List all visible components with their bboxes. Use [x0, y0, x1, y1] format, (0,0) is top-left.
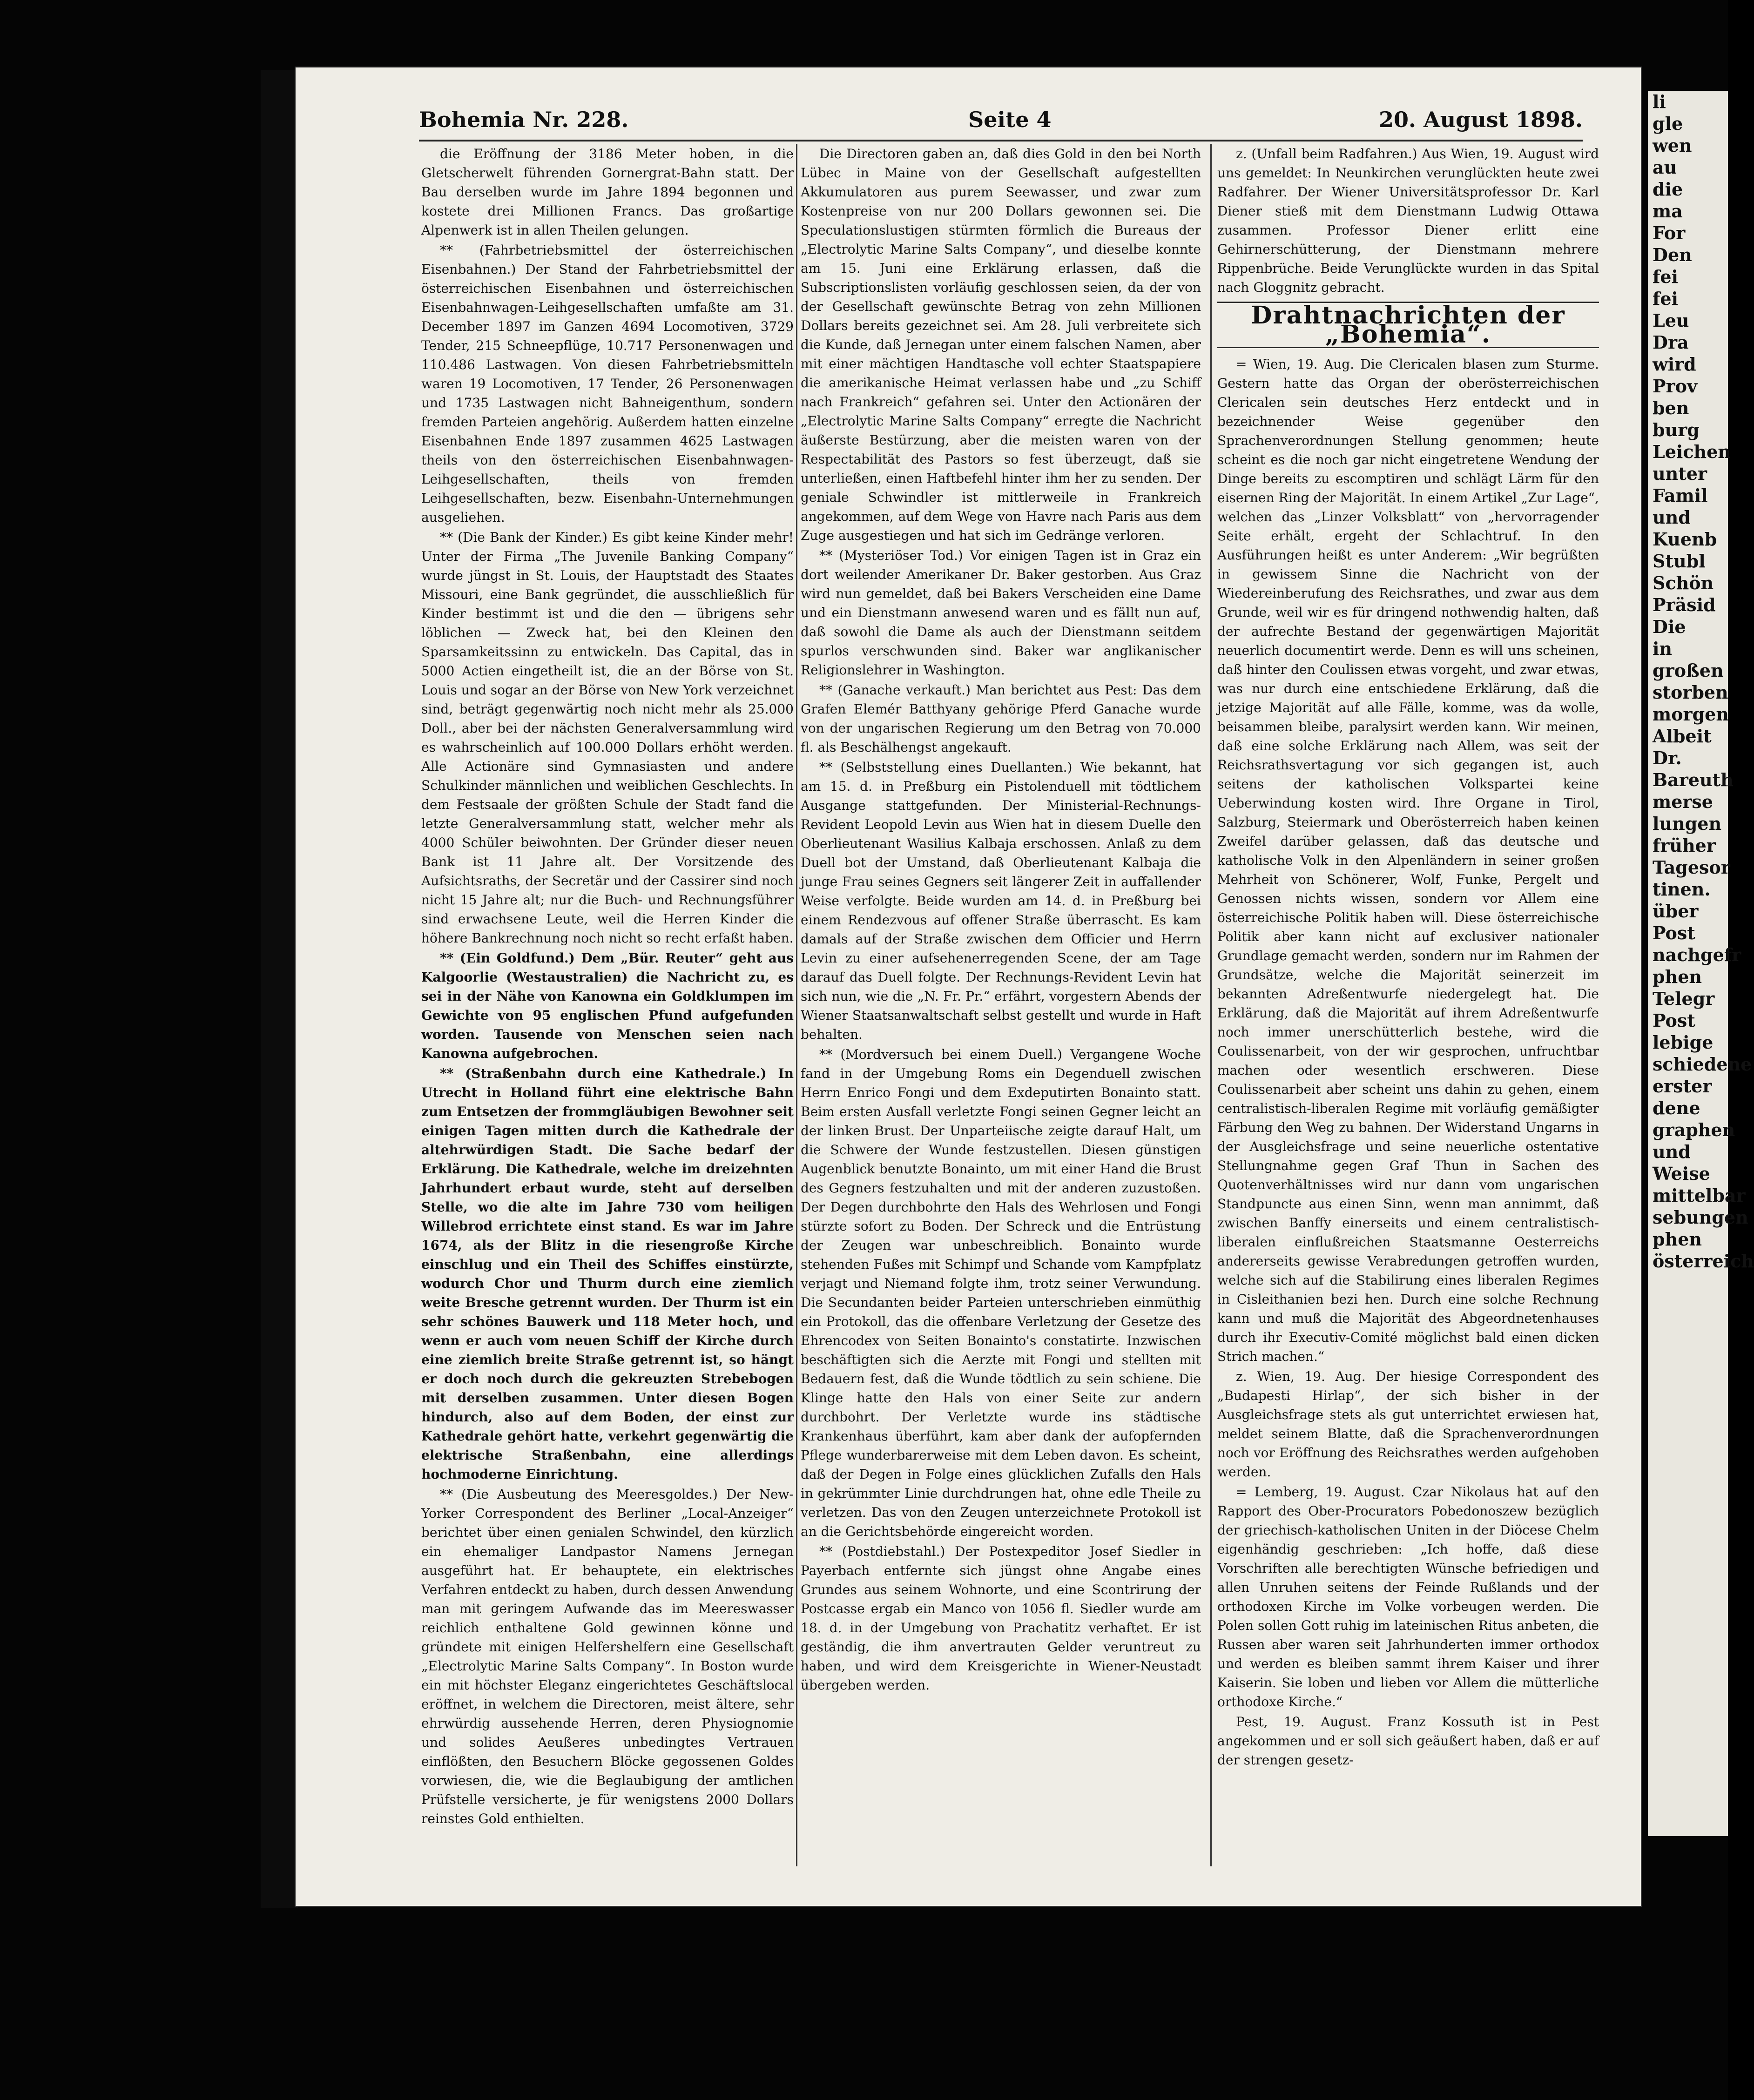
neighbor-fragment: Kuenb	[1653, 529, 1717, 550]
header-page-number: Seite 4	[968, 107, 1052, 132]
neighbor-fragment: Prov	[1653, 376, 1698, 397]
neighbor-fragment: ben	[1653, 397, 1689, 418]
article-paragraph: ** (Die Bank der Kinder.) Es gibt keine Kinder mehr! Unter der Firma „The Juvenile Banking Company“ wurde jüngst in St. Louis, der Hauptstadt des Staates Missouri, eine Bank gegründet, die ausschließlich für Kinder bestimmt ist und die den — übrigens sehr löblichen — Zweck hat, bei den Kleinen den Sparsamkeitssinn zu entwickeln. Das Capital, das in 5000 Actien eingetheilt ist, die an der Börse von St. Louis und sogar an der Börse von New York verzeichnet sind, beträgt gegenwärtig noch nicht mehr als 25.000 Doll., aber bei der nächsten Generalversammlung wird es wahrscheinlich auf 100.000 Dollars erhöht werden. Alle Actionäre sind Gymnasiasten und andere Schulkinder männlichen und weiblichen Geschlechts. In dem Festsaale der größten Schule der Stadt fand die letzte Generalversammlung statt, welcher mehr als 4000 Schüler beiwohnten. Der Gründer dieser neuen Bank ist 11 Jahre alt. Der Vorsitzende des Aufsichtsraths, der Secretär und der Cassirer sind noch nicht 15 Jahre alt; nur die Buch- und Rechnungsführer sind erwachsene Leute, weil die Herren Kinder die höhere Bankrechnung noch nicht so recht erfaßt haben.	[421, 530, 794, 946]
header-rule	[419, 140, 1583, 141]
neighbor-fragment: nachgefr	[1653, 944, 1741, 965]
article-paragraph: die Eröffnung der 3186 Meter hoben, in die Gletscherwelt führenden Gornergrat-Bahn statt. Der Bau derselben wurde im Jahre 1894 begonnen und kostete drei Millionen Francs. Das großartige Alpenwerk ist in allen Theilen gelungen.	[421, 146, 794, 238]
neighbor-fragment: Die	[1653, 616, 1686, 637]
article-paragraph: ** (Selbststellung eines Duellanten.) Wie bekannt, hat am 15. d. in Preßburg ein Pistolenduell mit tödtlichem Ausgange stattgefunden. Der Ministerial-Rechnungs-Revident Leopold Levin aus Wien hat in diesem Duelle den Oberlieutenant Wasilius Kalbaja erschossen. Anlaß zu dem Duell bot der Umstand, daß Oberlieutenant Kalbaja die junge Frau seines Gegners seit längerer Zeit in auffallender Weise verfolgte. Beide wurden am 14. d. in Preßburg bei einem Rendezvous auf offener Straße überrascht. Es kam damals auf der Straße zwischen dem Officier und Herrn Levin zu einer aufsehenerregenden Scene, der am Tage darauf das Duell folgte. Der Rechnungs-Revident Levin hat sich nun, wie die „N. Fr. Pr.“ erfährt, vorgestern Abends der Wiener Staatsanwaltschaft selbst gestellt und wurde in Haft behalten.	[801, 760, 1201, 1042]
article-paragraph: ** (Ein Goldfund.) Dem „Bür. Reuter“ geht aus Kalgoorlie (Westaustralien) die Nachricht zu, es sei in der Nähe von Kanowna ein Goldklumpen im Gewichte von 95 englischen Pfund aufgefunden worden. Tausende von Menschen seien nach Kanowna aufgebrochen.	[421, 950, 794, 1061]
neighbor-fragment: morgen	[1653, 704, 1729, 725]
neighbor-fragment: dene	[1653, 1097, 1700, 1118]
neighbor-fragment: österreich	[1653, 1251, 1754, 1272]
neighbor-fragment: Famil	[1653, 485, 1708, 506]
neighbor-fragment: li	[1653, 91, 1666, 112]
article-paragraph: ** (Mordversuch bei einem Duell.) Vergangene Woche fand in der Umgebung Roms ein Degenduell zwischen Herrn Enrico Fongi und dem Exdeputirten Bonainto statt. Beim ersten Ausfall verletzte Fongi seinen Gegner leicht an der linken Brust. Der Unparteiische zeigte darauf Halt, um die Schwere der Wunde festzustellen. Diesen günstigen Augenblick benutzte Bonainto, um mit einer Hand die Brust des Gegners festzuhalten und mit der anderen zuzustoßen. Der Degen durchbohrte den Hals des Wehrlosen und Fongi stürzte sofort zu Boden. Der Schreck und die Entrüstung der Zeugen war unbeschreiblich. Bonainto wurde stehenden Fußes mit Schimpf und Schande vom Kampfplatz verjagt und Niemand folgte ihm, trotz seiner Verwundung. Die Secundanten beider Parteien unterschrieben einmüthig ein Protokoll, das die offenbare Verletzung der Gesetze des Ehrencodex von Seiten Bonainto's constatirte. Inzwischen beschäftigten sich die Aerzte mit Fongi und stellten mit Bedauern fest, daß die Wunde tödtlich zu sein schiene. Die Klinge hatte den Hals von einer Seite zur andern durchbohrt. Der Verletzte wurde ins städtische Krankenhaus überführt, kam aber dank der aufopfernden Pflege wunderbarerweise mit dem Leben davon. Es scheint, daß der Degen in Folge eines glücklichen Zufalls den Hals in gekrümmter Linie durchdrungen hat, ohne edle Theile zu verletzen. Das von den Zeugen unterzeichnete Protokoll ist an die Gerichtsbehörde eingereicht worden.	[801, 1047, 1201, 1539]
neighbor-fragment: und	[1653, 507, 1691, 528]
neighbor-fragment: gle	[1653, 113, 1683, 134]
neighbor-fragment: und	[1653, 1141, 1691, 1162]
neighbor-fragment: fei	[1653, 266, 1678, 287]
neighbor-fragment: lungen	[1653, 813, 1722, 834]
column-1	[421, 144, 794, 1829]
adjacent-page-fragment	[1648, 91, 1754, 1836]
neighbor-fragment: wen	[1653, 135, 1692, 156]
neighbor-fragment: sebungen	[1653, 1207, 1748, 1228]
neighbor-fragment: früher	[1653, 835, 1716, 856]
neighbor-fragment: Schön	[1653, 572, 1714, 593]
neighbor-fragment: schiedene	[1653, 1054, 1752, 1075]
neighbor-fragment: storben	[1653, 682, 1728, 703]
article-paragraph: z. (Unfall beim Radfahren.) Aus Wien, 19. August wird uns gemeldet: In Neunkirchen verunglückten heute zwei Radfahrer. Der Wiener Universitätsprofessor Dr. Karl Diener stieß mit dem Dienstmann Ludwig Ottawa zusammen. Professor Diener erlitt eine Gehirnerschütterung, der Dienstmann mehrere Rippenbrüche. Beide Verunglückte wurden in das Spital nach Gloggnitz gebracht.	[1217, 146, 1599, 295]
neighbor-fragment: großen	[1653, 660, 1724, 681]
neighbor-fragment: Post	[1653, 922, 1695, 943]
neighbor-fragment: Dr.	[1653, 747, 1682, 768]
neighbor-fragment: graphen	[1653, 1119, 1735, 1140]
neighbor-fragment: Tagesor	[1653, 857, 1730, 878]
neighbor-fragment: au	[1653, 157, 1677, 178]
neighbor-fragment: phen	[1653, 1229, 1702, 1250]
neighbor-fragment: phen	[1653, 966, 1702, 987]
page-header	[419, 107, 1583, 140]
neighbor-fragment: Leu	[1653, 310, 1689, 331]
neighbor-fragment: burg	[1653, 419, 1700, 440]
neighbor-fragment: Bareuth	[1653, 769, 1734, 790]
article-paragraph: ** (Die Ausbeutung des Meeresgoldes.) Der New-Yorker Correspondent des Berliner „Local-Anzeiger“ berichtet über einen genialen Schwindel, den kürzlich ein ehemaliger Landpastor Namens Jernegan ausgeführt hat. Er behauptete, ein elektrisches Verfahren entdeckt zu haben, durch dessen Anwendung man mit geringem Aufwande das im Meereswasser reichlich enthaltene Gold gewinnen könne und gründete mit einigen Helfershelfern eine Gesellschaft „Electrolytic Marine Salts Company“. In Boston wurde ein mit höchster Eleganz eingerichtetes Geschäftslocal eröffnet, in welchem die Directoren, meist ältere, sehr ehrwürdig aussehende Herren, deren Physiognomie und solides Aeußeres unbedingtes Vertrauen einflößten, den Besuchern Blöcke gegossenen Goldes vorwiesen, die, wie die Beglaubigung der amtlichen Prüfstelle versicherte, je für wenigstens 2000 Dollars reinstes Gold enthielten.	[421, 1487, 794, 1826]
section-banner: Drahtnachrichten der „Bohemia“.	[1217, 302, 1599, 348]
column-2	[801, 144, 1201, 1696]
neighbor-fragment: ma	[1653, 201, 1683, 222]
article-paragraph: Die Directoren gaben an, daß dies Gold in den bei North Lübec in Maine von der Gesellschaft aufgestellten Akkumulatoren aus purem Seewasser, und zwar zum Kostenpreise von nur 200 Dollars gewonnen sei. Die Speculationslustigen stürmten förmlich die Bureaus der „Electrolytic Marine Salts Company“, und dieselbe konnte am 15. Juni eine Erklärung erlassen, daß die Subscriptionslisten vorläufig geschlossen seien, da der von der Gesellschaft gewünschte Betrag von zehn Millionen Dollars bereits gezeichnet sei. Am 28. Juli verbreitete sich die Kunde, daß Jernegan unter einem falschen Namen, aber mit einer mächtigen Handtasche voll echter Staatspapiere die amerikanische Heimat verlassen habe und „zu Schiff nach Frankreich“ gefahren sei. Unter den Actionären der „Electrolytic Marine Salts Company“ erregte die Nachricht äußerste Bestürzung, aber die meisten waren von der Respectabilität des Pastors so fest überzeugt, daß sie unterließen, einen Haftbefehl hinter ihm her zu senden. Der geniale Schwindler ist mittlerweile in Frankreich angekommen, auf dem Wege von Havre nach Paris aus dem Zuge ausgestiegen und hat sich im Gedränge verloren.	[801, 146, 1201, 543]
neighbor-fragment: Post	[1653, 1010, 1695, 1031]
article-paragraph: Pest, 19. August. Franz Kossuth ist in Pest angekommen und er soll sich geäußert haben, daß er auf der strengen gesetz-	[1217, 1714, 1599, 1768]
page-shadow	[261, 70, 298, 1908]
column-divider-2	[1210, 144, 1212, 1866]
neighbor-fragment: wird	[1653, 354, 1696, 375]
neighbor-fragment: Telegr	[1653, 988, 1715, 1009]
article-paragraph: = Lemberg, 19. August. Czar Nikolaus hat auf den Rapport des Ober-Procurators Pobedonoszew bezüglich der griechisch-katholischen Uniten in der Diöcese Chelm eigenhändig geschrieben: „Ich hoffe, daß diese Vorschriften alle berechtigten Wünsche befriedigen und allen Unruhen seitens der Feinde Rußlands und der orthodoxen Kirche im Volke vorbeugen werden. Die Polen sollen Gott ruhig im lateinischen Ritus anbeten, die Russen aber waren seit Jahrhunderten immer orthodox und werden es bleiben sammt ihrem Kaiser und ihrer Kaiserin. Sie loben und lieben vor Allem die mütterliche orthodoxe Kirche.“	[1217, 1484, 1599, 1710]
neighbor-fragment: unter	[1653, 463, 1707, 484]
column-divider-1	[796, 144, 797, 1866]
header-masthead: Bohemia Nr. 228.	[419, 107, 629, 132]
article-paragraph: ** (Ganache verkauft.) Man berichtet aus Pest: Das dem Grafen Elemér Batthyany gehörige Pferd Ganache wurde von der ungarischen Regierung um den Betrag von 70.000 fl. als Beschälhengst angekauft.	[801, 682, 1201, 755]
article-paragraph: = Wien, 19. Aug. Die Clericalen blasen zum Sturme. Gestern hatte das Organ der oberösterreichischen Clericalen sein deutsches Herz entdeckt und in bezeichnender Weise gegenüber den Sprachenverordnungen Stellung genommen; heute scheint es die noch gar nicht eingetretene Wendung der Dinge bereits zu escomptiren und schlägt Lärm für den eisernen Ring der Majorität. In einem Artikel „Zur Lage“, welchen das „Linzer Volksblatt“ von „hervorragender Seite erhält, ergeht der Schlachtruf. In den Ausführungen heißt es unter Anderem: „Wir begrüßten in gewissem Sinne die Nachricht von der Wiedereinberufung des Reichsrathes, und zwar aus dem Grunde, weil wir es für dringend nothwendig halten, daß der aufrechte Bestand der gegenwärtigen Majorität neuerlich documentirt werde. Denn es will uns scheinen, daß hinter den Coulissen etwas vorgeht, und zwar etwas, was nur durch eine entschiedene Erklärung, daß die jetzige Majorität auf alle Fälle, komme, was da wolle, beisammen bleibe, paralysirt werden kann. Wir meinen, daß eine solche Erklärung nach Allem, was seit der Reichsrathsvertagung vor sich gegangen ist, auch seitens der katholischen Volkspartei keine Ueberwindung kosten wird. Ihre Organe in Tirol, Salzburg, Steiermark und Oberösterreich haben keinen Zweifel darüber gelassen, daß das deutsche und katholische Volk in den Alpenländern in seiner großen Mehrheit von Schönerer, Wolf, Funke, Pergelt und Genossen nichts wissen, sondern vor Allem eine österreichische Politik haben will. Diese österreichische Politik aber kann nicht auf exclusiver nationaler Grundlage gemacht werden, sondern nur im Rahmen der Grundsätze, welche die Majorität seinerzeit im bekannten Adreßentwurfe niedergelegt hat. Die Erklärung, daß die Majorität auf ihrem Adreßentwurfe noch immer unerschütterlich bestehe, wird die Coulissenarbeit, von der wir gesprochen, unfruchtbar machen oder wesentlich erschweren. Diese Coulissenarbeit aber scheint uns dahin zu gehen, einem centralistisch-liberalen Regime mit vorläufig gemäßigter Färbung den Weg zu bahnen. Der Widerstand Ungarns in der Ausgleichsfrage und seine neuerliche ostentative Stellungnahme gegen Graf Thun in Sachen des Quotenverhältnisses wird nur dann vom ungarischen Standpuncte aus einen Sinn, wenn man annimmt, daß zwischen Banffy einerseits und einem centralistisch-liberalen einflußreichen Staatsmanne Oesterreichs andererseits gewisse Verabredungen getroffen wurden, welche sich auf die Stabilirung eines liberalen Regimes in Cisleithanien bezi hen. Durch eine solche Rechnung kann und muß die Majorität des Abgeordnetenhauses durch ihr Executiv-Comité möglichst bald einen dicken Strich machen.“	[1217, 357, 1599, 1364]
neighbor-fragment: fei	[1653, 288, 1678, 309]
article-paragraph: ** (Mysteriöser Tod.) Vor einigen Tagen ist in Graz ein dort weilender Amerikaner Dr. Baker gestorben. Aus Graz wird nun gemeldet, daß bei Bakers Verscheiden eine Dame und ein Dienstmann anwesend waren und es fällt nun auf, daß sowohl die Dame als auch der Dienstmann seitdem spurlos verschwunden sind. Baker war anglikanischer Religionslehrer in Washington.	[801, 548, 1201, 678]
neighbor-fragment: Präsid	[1653, 594, 1716, 615]
neighbor-fragment: Weise	[1653, 1163, 1710, 1184]
neighbor-fragment: über	[1653, 901, 1699, 922]
column-3	[1217, 144, 1599, 1770]
neighbor-fragment: merse	[1653, 791, 1713, 812]
neighbor-fragment: Leichen	[1653, 441, 1731, 462]
article-paragraph: ** (Postdiebstahl.) Der Postexpeditor Josef Siedler in Payerbach entfernte sich jüngst ohne Angabe eines Grundes aus seinem Wohnorte, und eine Scontrirung der Postcasse ergab ein Manco von 1056 fl. Siedler wurde am 18. d. in der Umgebung von Prachatitz verhaftet. Er ist geständig, die ihm anvertrauten Gelder veruntreut zu haben, und wird dem Kreisgerichte in Wiener-Neustadt übergeben werden.	[801, 1544, 1201, 1693]
neighbor-fragment: in	[1653, 638, 1673, 659]
neighbor-fragment: die	[1653, 179, 1683, 200]
article-paragraph: z. Wien, 19. Aug. Der hiesige Correspondent des „Budapesti Hirlap“, der sich bisher in der Ausgleichsfrage stets als gut unterrichtet erwiesen hat, meldet seinem Blatte, daß die Sprachenverordnungen noch vor Eröffnung des Reichsrathes werden aufgehoben werden.	[1217, 1369, 1599, 1480]
article-paragraph: ** (Fahrbetriebsmittel der österreichischen Eisenbahnen.) Der Stand der Fahrbetriebsmittel der österreichischen Eisenbahnen und österreichischen Eisenbahnwagen-Leihgesellschaften umfaßte am 31. December 1897 im Ganzen 4694 Locomotiven, 3729 Tender, 215 Schneepflüge, 10.717 Personenwagen und 110.486 Lastwagen. Von diesen Fahrbetriebsmitteln waren 19 Locomotiven, 17 Tender, 26 Personenwagen und 1735 Lastwagen nicht Bahneigenthum, sondern fremden Parteien angehörig. Außerdem hatten einzelne Eisenbahnen Ende 1897 zusammen 4625 Lastwagen theils von den österreichischen Eisenbahnwagen-Leihgesellschaften, theils von fremden Leihgesellschaften, bezw. Eisenbahn-Unternehmungen ausgeliehen.	[421, 242, 794, 525]
neighbor-fragment: erster	[1653, 1076, 1712, 1097]
neighbor-fragment: Den	[1653, 244, 1692, 265]
neighbor-fragment: lebige	[1653, 1032, 1714, 1053]
neighbor-fragment: Dra	[1653, 332, 1689, 353]
neighbor-fragment: Albeit	[1653, 726, 1712, 747]
neighbor-fragment: tinen.	[1653, 879, 1711, 900]
article-paragraph: ** (Straßenbahn durch eine Kathedrale.) In Utrecht in Holland führt eine elektrische Bahn zum Entsetzen der frommgläubigen Bewohner seit einigen Tagen mitten durch die Kathedrale der altehrwürdigen Stadt. Die Sache bedarf der Erklärung. Die Kathedrale, welche im dreizehnten Jahrhundert erbaut wurde, steht auf derselben Stelle, wo die alte im Jahre 730 vom heiligen Willebrod errichtete einst stand. Es war im Jahre 1674, als der Blitz in die riesengroße Kirche einschlug und ein Theil des Schiffes einstürzte, wodurch Chor und Thurm durch eine ziemlich weite Bresche getrennt wurden. Der Thurm ist ein sehr schönes Bauwerk und 118 Meter hoch, und wenn er auch vom neuen Schiff der Kirche durch eine ziemlich breite Straße getrennt ist, so hängt er doch noch durch die gekreuzten Strebebogen mit derselben zusammen. Unter diesen Bogen hindurch, also auf dem Boden, der einst zur Kathedrale gehört hatte, verkehrt gegenwärtig die elektrische Straßenbahn, eine allerdings hochmoderne Einrichtung.	[421, 1066, 794, 1482]
neighbor-fragment: For	[1653, 222, 1686, 243]
neighbor-fragment: mittelbar	[1653, 1185, 1746, 1206]
neighbor-fragment: Stubl	[1653, 551, 1706, 572]
header-date: 20. August 1898.	[1379, 107, 1583, 132]
